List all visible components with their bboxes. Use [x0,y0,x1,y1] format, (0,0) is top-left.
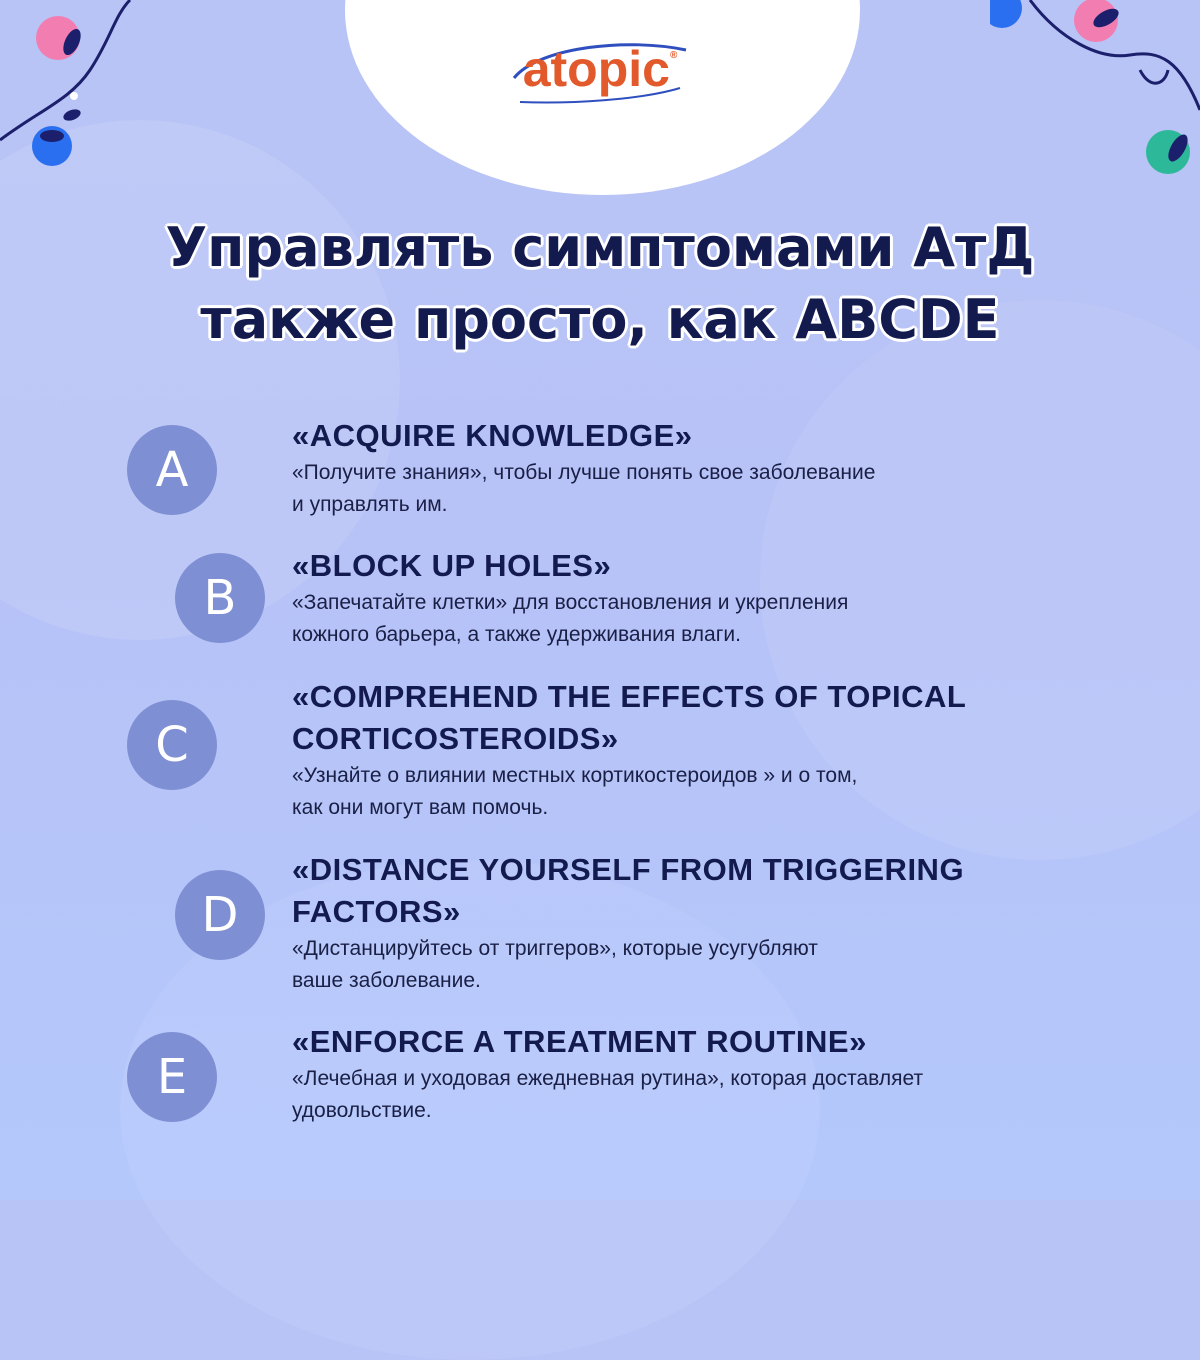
item-description: и управлять им. [292,493,448,516]
registered-mark: ® [669,50,678,61]
page-title [0,212,1200,356]
letter-badge-a: A [127,425,217,515]
item-heading: FACTORS» [292,894,461,929]
list-item-e [292,1021,1092,1127]
item-heading: «DISTANCE YOURSELF FROM TRIGGERING [292,852,965,887]
item-description: «Запечатайте клетки» для восстановления и укрепления [292,591,849,614]
letter-badge-e: E [127,1032,217,1122]
item-heading: «ENFORCE A TREATMENT ROUTINE» [292,1024,867,1059]
item-description: как они могут вам помочь. [292,796,549,819]
letter-badge-b: B [175,553,265,643]
title-line: также просто, как ABCDE [200,288,1000,351]
item-description: ваше заболевание. [292,969,481,992]
letter-badge-d: D [175,870,265,960]
item-description: «Получите знания», чтобы лучше понять свое заболевание [292,461,876,484]
letter-badge-c: C [127,700,217,790]
item-heading: CORTICOSTEROIDS» [292,721,619,756]
item-heading: «ACQUIRE KNOWLEDGE» [292,418,693,453]
item-description: «Лечебная и уходовая ежедневная рутина», которая доставляет [292,1067,924,1090]
item-description: кожного барьера, а также удерживания влаги. [292,623,741,646]
list-item-c [292,676,1092,824]
list-item-b [292,545,1092,651]
logo-text: atopic [522,41,670,97]
list-item-a [292,415,1092,521]
title-line: Управлять симптомами АтД [165,216,1035,279]
list-item-d [292,849,1092,997]
item-heading: «COMPREHEND THE EFFECTS OF TOPICAL [292,679,967,714]
item-heading: «BLOCK UP HOLES» [292,548,612,583]
item-description: «Дистанцируйтесь от триггеров», которые усугубляют [292,937,818,960]
brand-logo [0,40,1200,98]
item-description: «Узнайте о влиянии местных кортикостероидов » и о том, [292,764,858,787]
item-description: удовольствие. [292,1099,432,1122]
